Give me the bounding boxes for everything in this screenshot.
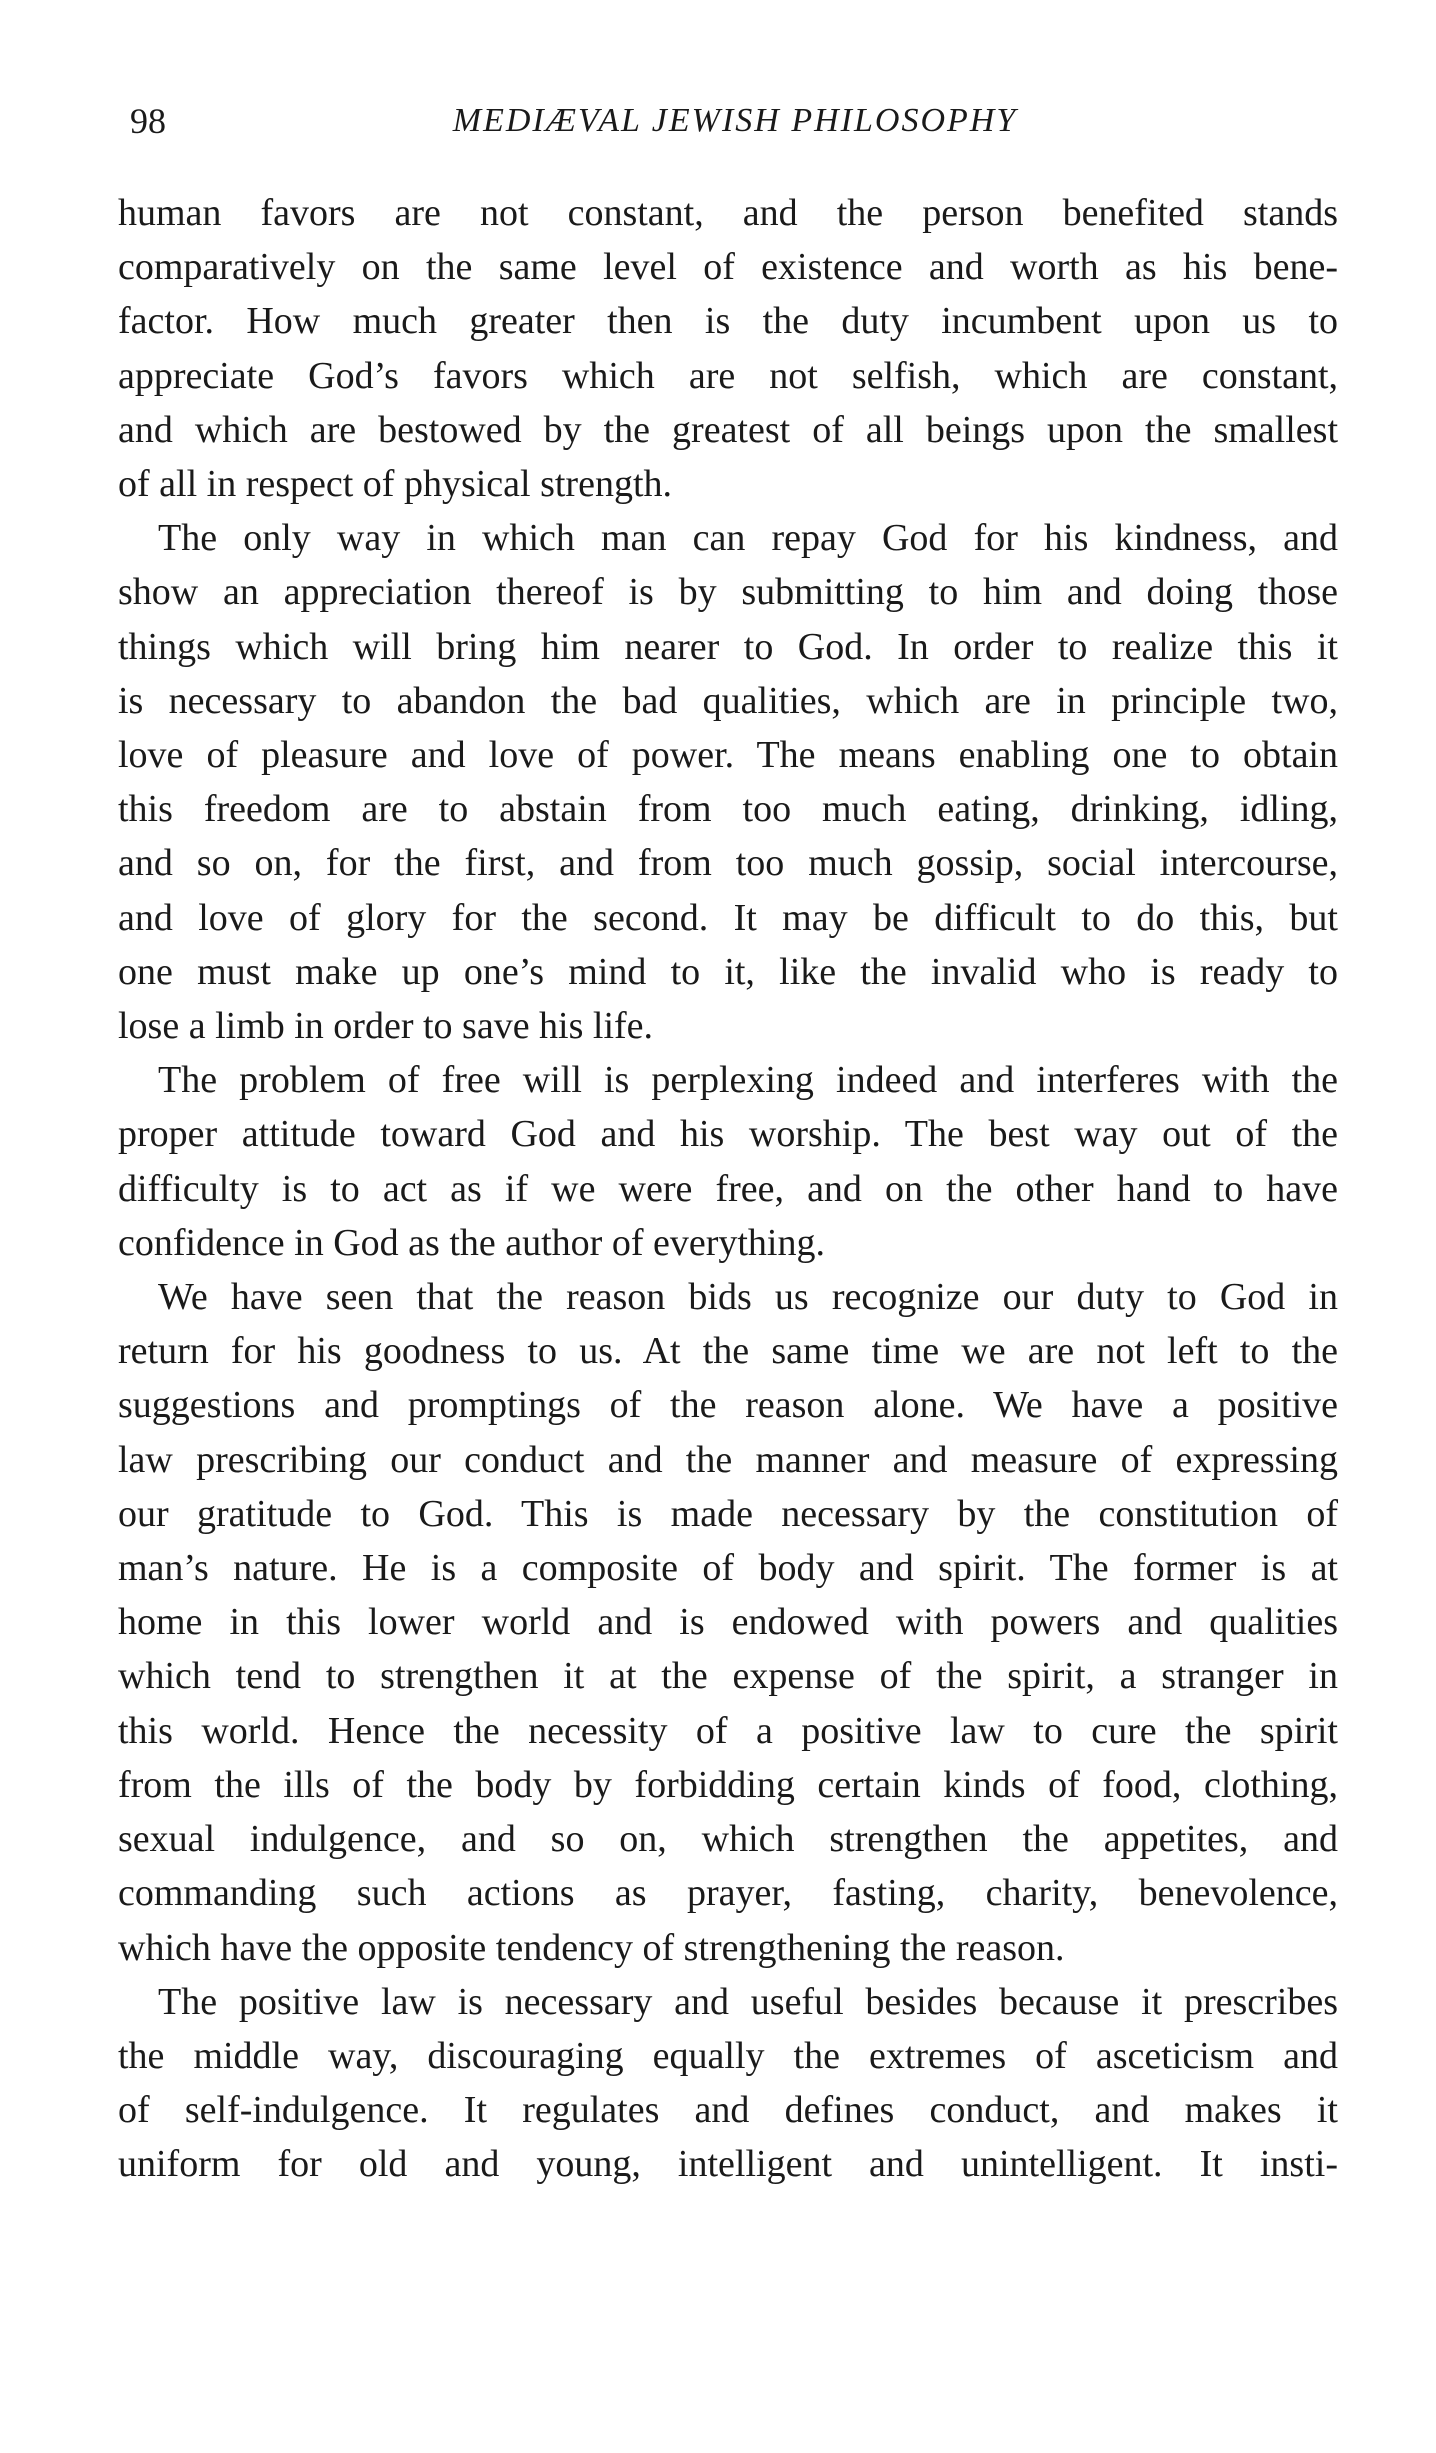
body-text xyxy=(118,186,1338,2192)
text-line: difficulty is to act as if we were free, and on the other hand to have xyxy=(118,1167,1338,1210)
text-line: love of pleasure and love of power. The means enabling one to obtain xyxy=(118,734,1338,777)
text-line: and so on, for the first, and from too much gossip, social intercourse, xyxy=(118,842,1338,885)
paragraph-repaying-god xyxy=(118,511,1338,1053)
text-line: factor. How much greater then is the duty incumbent upon us to xyxy=(118,300,1338,343)
text-line: suggestions and promptings of the reason alone. We have a positive xyxy=(118,1384,1338,1427)
text-line: home in this lower world and is endowed with powers and qualities xyxy=(118,1601,1338,1644)
running-title: MEDIÆVAL JEWISH PHILOSOPHY xyxy=(452,102,1018,139)
text-line: sexual indulgence, and so on, which strengthen the appetites, and xyxy=(118,1818,1338,1861)
text-line: one must make up one’s mind to it, like the invalid who is ready to xyxy=(118,950,1338,993)
text-line: show an appreciation thereof is by submitting to him and doing those xyxy=(118,571,1338,614)
text-line: which tend to strengthen it at the expense of the spirit, a stranger in xyxy=(118,1655,1338,1698)
text-line: and love of glory for the second. It may be difficult to do this, but xyxy=(118,896,1338,939)
text-line: commanding such actions as prayer, fasting, charity, benevolence, xyxy=(118,1872,1338,1915)
text-line: return for his goodness to us. At the same time we are not left to the xyxy=(118,1330,1338,1373)
paragraph-free-will xyxy=(118,1053,1338,1270)
text-line: appreciate God’s favors which are not selfish, which are constant, xyxy=(118,354,1338,397)
text-line: of all in respect of physical strength. xyxy=(118,463,673,506)
paragraph-continuation xyxy=(118,186,1338,511)
text-line: comparatively on the same level of existence and worth as his bene- xyxy=(118,246,1338,289)
paragraph-middle-way xyxy=(118,1975,1338,2192)
text-line: of self-indulgence. It regulates and defines conduct, and makes it xyxy=(118,2089,1338,2132)
text-line: proper attitude toward God and his worship. The best way out of the xyxy=(118,1113,1338,1156)
text-line: things which will bring him nearer to God. In order to realize this it xyxy=(118,625,1338,668)
text-line: uniform for old and young, intelligent and unintelligent. It insti- xyxy=(118,2143,1338,2186)
text-line: law prescribing our conduct and the manner and measure of expressing xyxy=(118,1438,1338,1481)
text-line: is necessary to abandon the bad qualities, which are in principle two, xyxy=(118,679,1338,722)
text-line: We have seen that the reason bids us recognize our duty to God in xyxy=(158,1276,1338,1319)
text-line: The only way in which man can repay God for his kindness, and xyxy=(158,517,1338,560)
text-line: confidence in God as the author of everything. xyxy=(118,1221,825,1264)
running-head xyxy=(130,96,1340,146)
text-line: this world. Hence the necessity of a positive law to cure the spirit xyxy=(118,1709,1338,1752)
text-line: human favors are not constant, and the person benefited stands xyxy=(118,192,1338,234)
text-line: this freedom are to abstain from too much eating, drinking, idling, xyxy=(118,788,1338,831)
text-line: man’s nature. He is a composite of body and spirit. The former is at xyxy=(118,1547,1338,1590)
text-line: lose a limb in order to save his life. xyxy=(118,1005,654,1048)
paragraph-positive-law xyxy=(118,1270,1338,1975)
text-line: and which are bestowed by the greatest of all beings upon the smallest xyxy=(118,408,1338,451)
text-line: The problem of free will is perplexing indeed and interferes with the xyxy=(158,1059,1338,1102)
text-line: The positive law is necessary and useful besides because it prescribes xyxy=(158,1980,1338,2023)
text-line: our gratitude to God. This is made necessary by the constitution of xyxy=(118,1492,1338,1535)
text-line: the middle way, discouraging equally the extremes of asceticism and xyxy=(118,2034,1338,2077)
text-line: which have the opposite tendency of strengthening the reason. xyxy=(118,1926,1065,1969)
page-number: 98 xyxy=(130,101,166,141)
text-line: from the ills of the body by forbidding certain kinds of food, clothing, xyxy=(118,1763,1338,1806)
